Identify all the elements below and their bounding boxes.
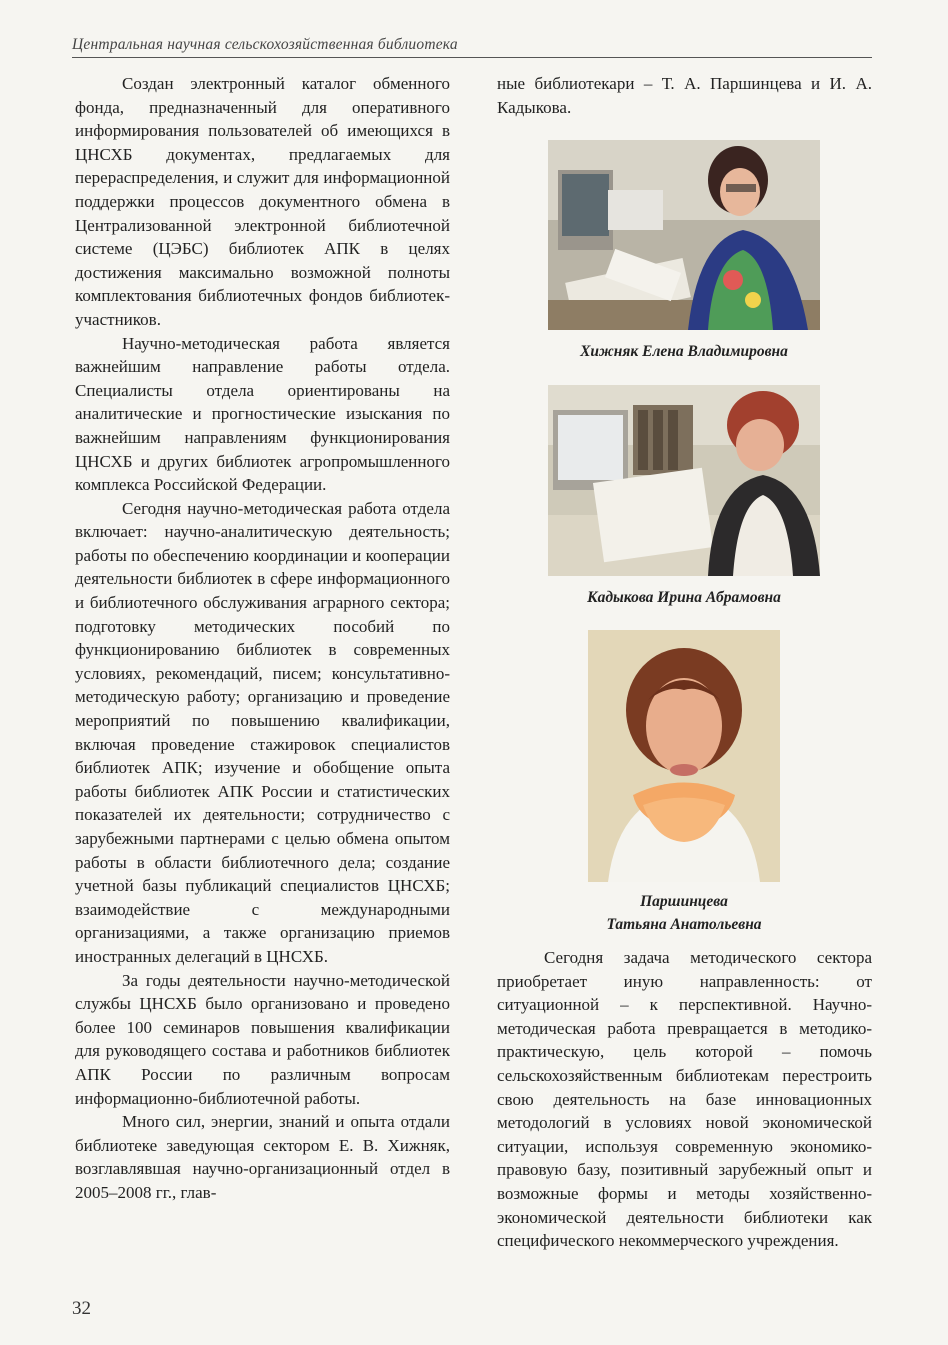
caption-khizhnyak: Хижняк Елена Владимировна <box>580 343 788 360</box>
paragraph-today-work: Сегодня научно-методическая работа отдела включает: научно-аналитическую деятельность; работы по обеспечению координации и кооперации деятельности библиотек в сфере информационного и библиотечного обслуживания аграрного сектора; подготовку методических пособий по функционированию библиотек в современных условиях, рекомендаций, писем; консультативно-методическую работу; организацию и проведение мероприятий по повышению квалификации, включая проведение стажировок специалистов библиотек АПК; изучение и обобщение опыта работы библиотек АПК России и статистических показателей их деятельности; сотрудничество с зарубежными партнерами с целью обмена опытом работы в области библиотечного дела; создание учетной базы публикаций специалистов ЦНСХБ; взаимодействие с международными организациями, а также организацию приемов иностранных делегаций в ЦНСХБ. <box>75 498 450 966</box>
paragraph-staff: Много сил, энергии, знаний и опыта отдали библиотеке заведующая сектором Е. В. Хижняк, возглавлявшая научно-организационный отдел в 2005–2008 гг., глав- <box>75 1112 450 1202</box>
paragraph-continuation: ные библиотекари – Т. А. Паршинцева и И. А. Кадыкова. <box>497 74 872 117</box>
left-column <box>75 72 450 1205</box>
caption-parshintseva-name: Татьяна Анатольевна <box>606 916 762 933</box>
photo-khizhnyak <box>548 140 820 330</box>
paragraph-seminars: За годы деятельности научно-методической службы ЦНСХБ было организовано и проведено более 100 семинаров повышения квалификации для руководящего состава и работников библиотек АПК России по различным вопросам информационно-библиотечной работы. <box>75 970 450 1108</box>
running-header: Центральная научная сельскохозяйственная библиотека <box>72 36 872 58</box>
paragraph-closing: Сегодня задача методического сектора приобретает иную направленность: от ситуационной – к перспективной. Научно-методическая работа превращается в методико-практическую, цель которой – помочь сельскохозяйственным библиотекам перестроить свою деятельность на базе инновационных методологий в условиях новой экономической ситуации, используя современную экономико-правовую базу, позитивный зарубежный опыт и возможные формы и методы хозяйственно-экономической деятельности библиотеки как специфического некоммерческого учреждения. <box>497 948 872 1251</box>
paragraph-methodical-work: Научно-методическая работа является важнейшим направление работы отдела. Специалисты отдела ориентированы на аналитические и прогностические изыскания по важнейшим направлениям функционирования ЦНСХБ и других библиотек агропромышленного комплекса Российской Федерации. <box>75 333 450 495</box>
photo-parshintseva <box>588 630 780 882</box>
caption-kadykova: Кадыкова Ирина Абрамовна <box>587 589 781 606</box>
caption-parshintseva-surname: Паршинцева <box>640 893 728 910</box>
right-column-continuation <box>497 72 872 119</box>
page-number: 32 <box>72 1298 91 1319</box>
caption-parshintseva <box>548 890 820 936</box>
right-column-closing <box>497 946 872 1253</box>
paragraph-catalog: Создан электронный каталог обменного фонда, предназначенный для оперативного информирования пользователей об имеющихся в ЦНСХБ документах, предлагаемых для перераспределения, и служит для информационной поддержки процессов документного обмена в Централизованной электронной библиотечной системе (ЦЭБС) библиотек АПК в целях достижения максимально возможной полноты комплектования библиотечных фондов библиотек-участников. <box>75 74 450 329</box>
photo-kadykova <box>548 385 820 576</box>
